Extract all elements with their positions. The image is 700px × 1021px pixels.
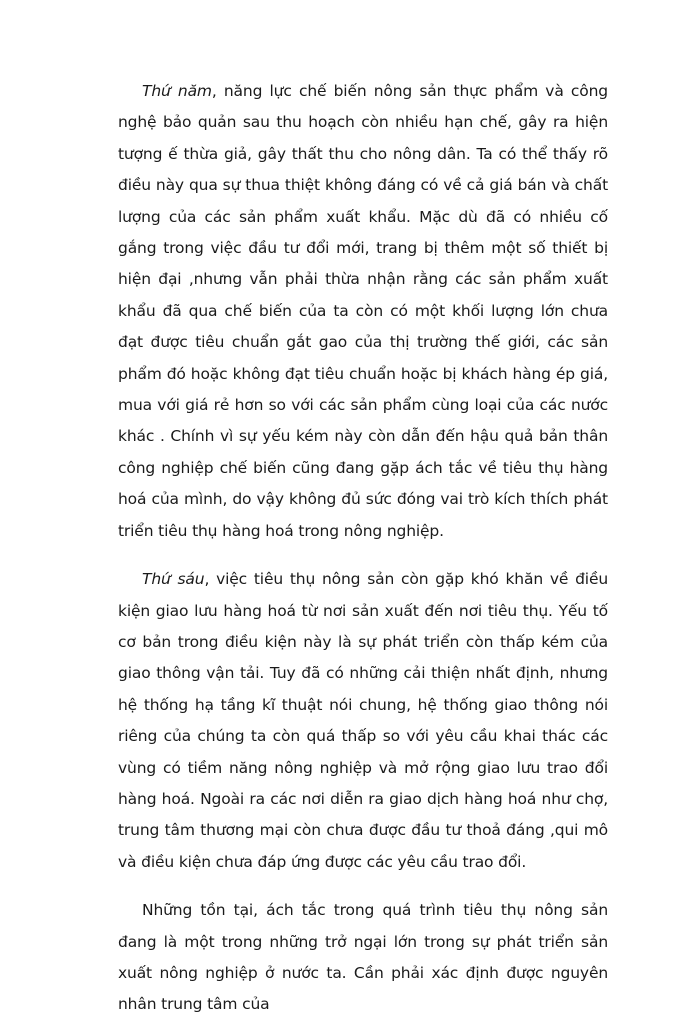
paragraph-nhung-ton-tai bbox=[118, 895, 608, 1021]
paragraph-lead-thu-nam: Thứ năm bbox=[142, 82, 212, 100]
paragraph-text-nhung-ton-tai: Những tồn tại, ách tắc trong quá trình tiêu thụ nông sản đang là một trong những trở ngại lớn trong sự phát triển sản xuất nông nghiệp ở nước ta. Cần phải xác định được nguyên nhân trung tâm của bbox=[118, 901, 608, 1014]
paragraph-thu-sau bbox=[118, 564, 608, 878]
paragraph-lead-thu-sau: Thứ sáu bbox=[142, 570, 205, 589]
paragraph-text-thu-sau: , việc tiêu thụ nông sản còn gặp khó khăn về điều kiện giao lưu hàng hoá từ nơi sản xuất đến nơi tiêu thụ. Yếu tố cơ bản trong điều kiện này là sự phát triển còn thấp kém của giao thông vận tải. Tuy đã có những cải thiện nhất định, nhưng hệ thống hạ tầng kĩ thuật nói chung, hệ thống giao thông nói riêng của chúng ta còn quá thấp so với yêu cầu khai thác các vùng có tiềm năng nông nghiệp và mở rộng giao lưu trao đổi hàng hoá. Ngoài ra các nơi diễn ra giao dịch hàng hoá như chợ, trung tâm thương mại còn chưa được đầu tư thoả đáng ,qui mô và điều kiện chưa đáp ứng được các yêu cầu trao đổi. bbox=[118, 570, 608, 871]
paragraph-text-thu-nam: , năng lực chế biến nông sản thực phẩm và công nghệ bảo quản sau thu hoạch còn nhiều hạn chế, gây ra hiện tượng ế thừa giả, gây thất thu cho nông dân. Ta có thể thấy rõ điều này qua sự thua thiệt không đáng có về cả giá bán và chất lượng của các sản phẩm xuất khẩu. Mặc dù đã có nhiều cố gắng trong việc đầu tư đổi mới, trang bị thêm một số thiết bị hiện đại ,nhưng vẫn phải thừa nhận rằng các sản phẩm xuất khẩu đã qua chế biến của ta còn có một khối lượng lớn chưa đạt được tiêu chuẩn gắt gao của thị trường thế giới, các sản phẩm đó hoặc không đạt tiêu chuẩn hoặc bị khách hàng ép giá, mua với giá rẻ hơn so với các sản phẩm cùng loại của các nước khác . Chính vì sự yếu kém này còn dẫn đến hậu quả bản thân công nghiệp chế biến cũng đang gặp ách tắc về tiêu thụ hàng hoá của mình, do vậy không đủ sức đóng vai trò kích thích phát triển tiêu thụ hàng hoá trong nông nghiệp. bbox=[118, 82, 608, 540]
paragraph-thu-nam bbox=[118, 76, 608, 547]
